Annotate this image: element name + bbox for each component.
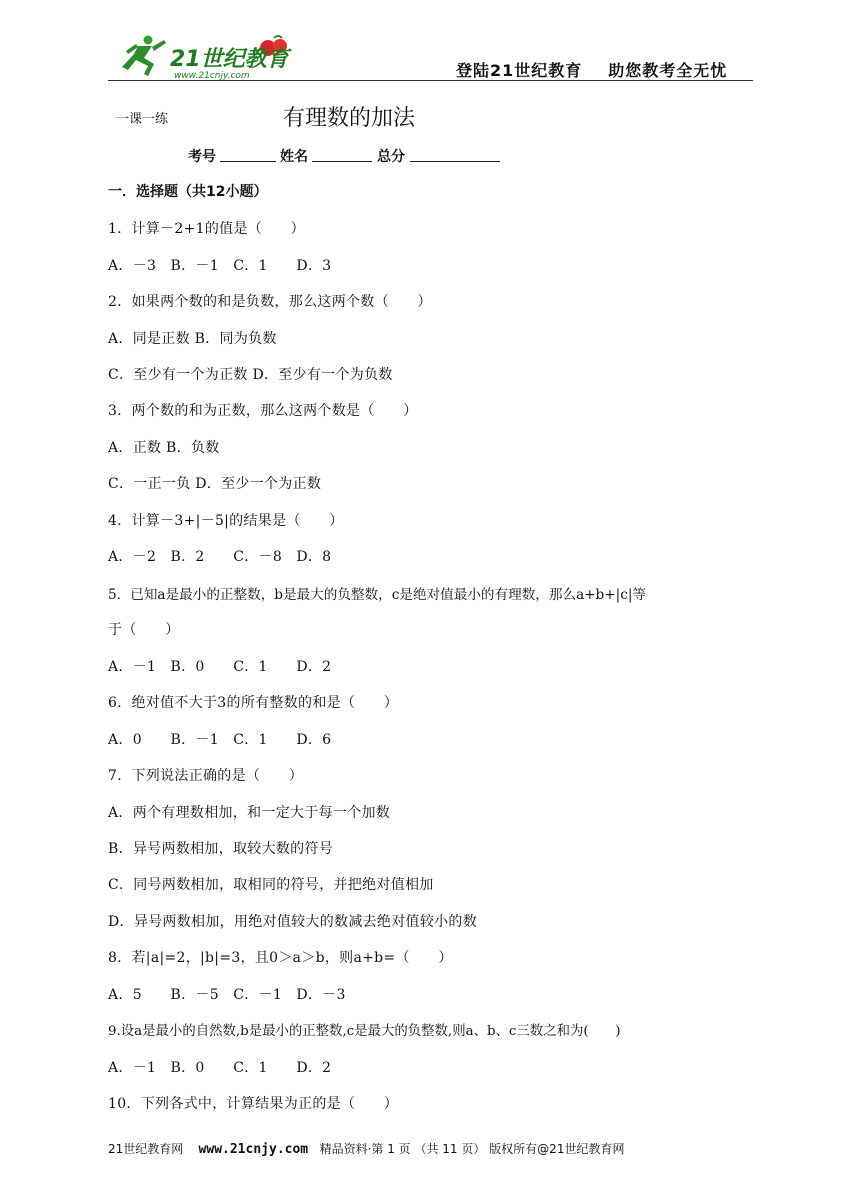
runner-logo-icon	[108, 34, 308, 80]
question-line: 4．计算－3+|－5|的结果是（ ）	[108, 513, 344, 529]
section-heading: 一．选择题（共12小题）	[108, 184, 268, 200]
exam-number-blank[interactable]	[220, 161, 276, 162]
question-line: 6．绝对值不大于3的所有整数的和是（ ）	[108, 695, 399, 711]
question-line: 3．两个数的和为正数，那么这两个数是（ ）	[108, 403, 418, 419]
options-line: C．同号两数相加，取相同的符号，并把绝对值相加	[108, 877, 434, 893]
header-slogan	[456, 58, 727, 81]
options-line: A．正数 B．负数	[108, 440, 220, 456]
options-line: A．－2 B．2 C．－8 D．8	[108, 549, 332, 565]
header-divider	[108, 80, 753, 81]
total-score-blank[interactable]	[410, 161, 500, 162]
exam-number-label: 考号	[188, 149, 216, 165]
options-line: A．0 B．－1 C．1 D．6	[108, 732, 332, 748]
logo-url: www.21cnjy.com	[174, 71, 250, 80]
question-line: 2．如果两个数的和是负数，那么这两个数（ ）	[108, 294, 432, 310]
question-line: 9.设a是最小的自然数,b是最小的正整数,c是最大的负整数,则a、b、c三数之和为( )	[108, 1024, 621, 1039]
options-line: A．－1 B．0 C．1 D．2	[108, 1060, 332, 1076]
options-line: A．－3 B．－1 C．1 D．3	[108, 258, 332, 274]
page-footer	[108, 1140, 624, 1157]
slogan-part-1: 登陆21世纪教育	[456, 61, 583, 80]
slogan-part-2: 助您教考全无忧	[608, 61, 728, 80]
name-label: 姓名	[280, 149, 308, 165]
question-line: 7．下列说法正确的是（ ）	[108, 768, 304, 784]
options-line: C．一正一负 D．至少一个为正数	[108, 476, 322, 492]
options-line: B．异号两数相加，取较大数的符号	[108, 841, 334, 857]
footer-page-info: 精品资料·第 1 页 （共 11 页） 版权所有@21世纪教育网	[319, 1142, 625, 1156]
options-line: C．至少有一个为正数 D．至少有一个为负数	[108, 367, 393, 383]
footer-site-name: 21世纪教育网	[108, 1142, 184, 1156]
question-line: 1．计算－2+1的值是（ ）	[108, 221, 305, 237]
name-blank[interactable]	[312, 161, 372, 162]
question-line: 8．若|a|=2，|b|=3，且0＞a＞b，则a+b=（ ）	[108, 950, 453, 966]
page-title: 有理数的加法	[283, 106, 416, 131]
footer-url[interactable]: www.21cnjy.com	[198, 1142, 309, 1157]
options-line: D．异号两数相加，用绝对值较大的数减去绝对值较小的数	[108, 914, 478, 930]
header-logo	[108, 34, 308, 80]
question-line: 10．下列各式中，计算结果为正的是（ ）	[108, 1096, 399, 1112]
options-line: A．－1 B．0 C．1 D．2	[108, 659, 332, 675]
options-line: A．同是正数 B．同为负数	[108, 331, 277, 347]
question-line-cont: 于（ ）	[108, 622, 180, 638]
practice-label: 一课一练	[116, 112, 169, 127]
options-line: A．5 B．－5 C．－1 D．－3	[108, 987, 346, 1003]
logo-text: 21世纪教育	[170, 47, 289, 72]
question-line: 5．已知a是最小的正整数，b是最大的负整数，c是绝对值最小的有理数，那么a+b+|c|等	[108, 587, 647, 603]
options-line: A．两个有理数相加，和一定大于每一个加数	[108, 805, 391, 821]
total-score-label: 总分	[377, 149, 405, 165]
